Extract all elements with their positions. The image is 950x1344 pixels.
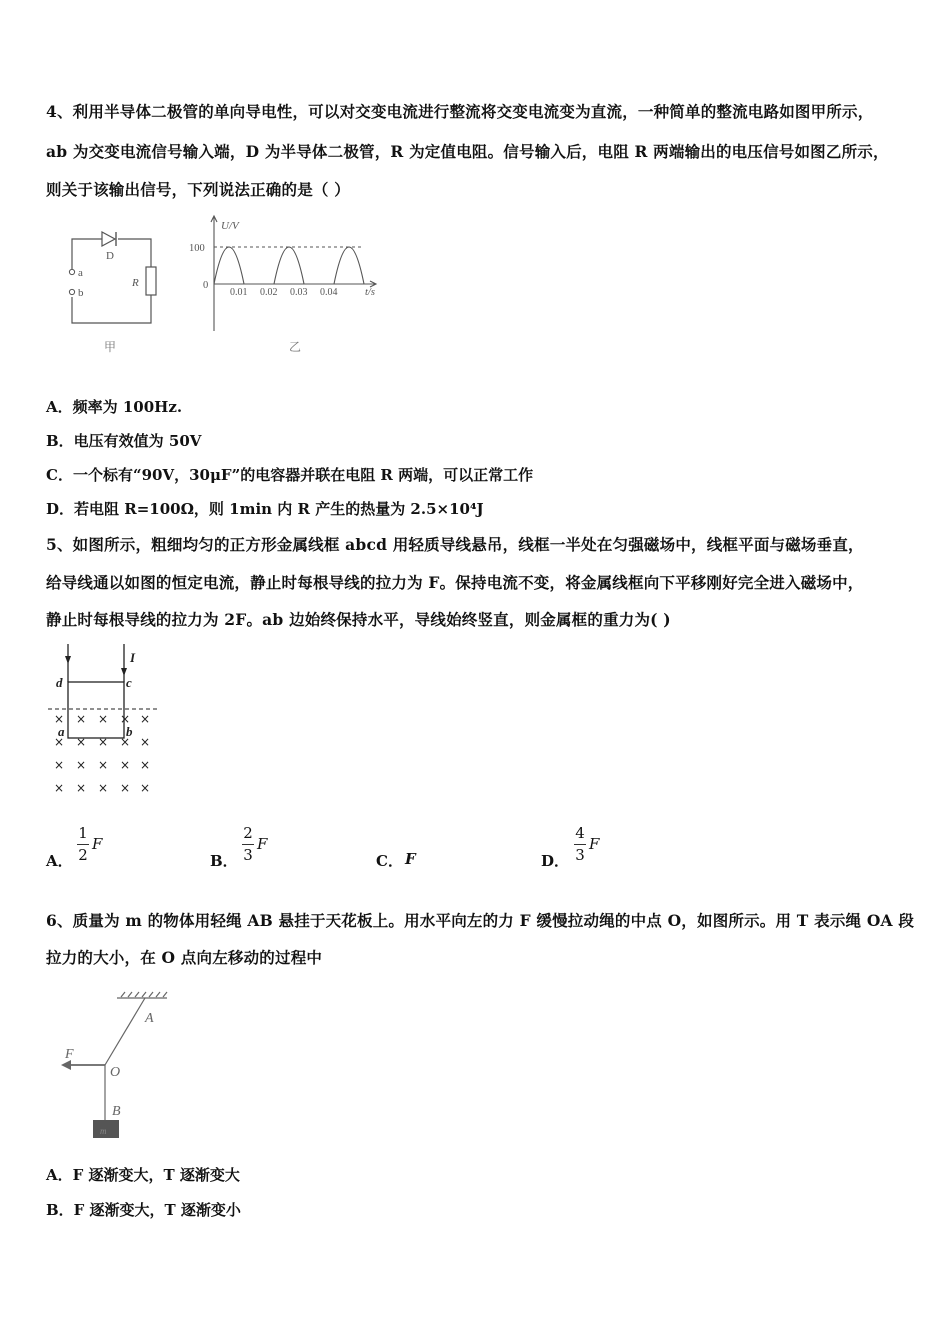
q5-option-c-value[interactable]: F — [405, 850, 416, 868]
label-b: B — [112, 1104, 121, 1119]
fraction-bar — [574, 844, 586, 845]
q4-stem-line-2: ab 为交变电流信号输入端，D 为半导体二极管，R 为定值电阻。信号输入后，电阻 R 两端输出的电压信号如图乙所示， — [46, 142, 889, 161]
half-wave-1 — [214, 247, 244, 284]
fraction-denominator: 3 — [243, 846, 253, 864]
x-tick-0.01: 0.01 — [230, 287, 248, 298]
q4-option-c[interactable]: C．一个标有“90V，30μF”的电容器并联在电阻 R 两端，可以正常工作 — [46, 466, 534, 484]
label-o: O — [110, 1065, 121, 1080]
field-cross: × — [140, 712, 151, 726]
field-cross: × — [120, 712, 131, 726]
q5-stem-line-2: 给导线通以如图的恒定电流，静止时每根导线的拉力为 F。保持电流不变，将金属线框向下平移刚好完全进入磁场中， — [46, 573, 864, 592]
q5-option-d-label[interactable]: D． — [541, 852, 570, 870]
field-cross: × — [120, 781, 131, 795]
terminal-b — [69, 289, 74, 294]
label-c: c — [126, 675, 132, 690]
field-cross: × — [76, 735, 87, 749]
q6-option-a[interactable]: A．F 逐渐变大，T 逐渐变大 — [46, 1166, 240, 1184]
x-tick-0.04: 0.04 — [320, 287, 338, 298]
circuit-wire-top-right — [118, 239, 151, 267]
label-b: b — [126, 724, 133, 739]
field-cross: × — [54, 712, 65, 726]
q5-option-c-label[interactable]: C． — [376, 852, 403, 870]
q4-voltage-graph — [185, 213, 385, 363]
field-cross: × — [140, 781, 151, 795]
x-tick-0.02: 0.02 — [260, 287, 278, 298]
circuit-wire-bottom — [72, 295, 151, 323]
field-cross: × — [98, 735, 109, 749]
fraction-force-symbol: F — [257, 835, 268, 853]
field-cross: × — [76, 758, 87, 772]
q4-stem-line-3: 则关于该输出信号，下列说法正确的是（ ） — [46, 180, 350, 199]
q5-stem-line-3: 静止时每根导线的拉力为 2F。ab 边始终保持水平，导线始终竖直，则金属框的重力为( ) — [46, 610, 671, 629]
fraction-numerator: 2 — [243, 824, 253, 842]
fraction-bar — [242, 844, 254, 845]
q4-option-b[interactable]: B．电压有效值为 50V — [46, 432, 202, 450]
y-tick-100: 100 — [189, 243, 205, 254]
y-axis-label: U/V — [221, 220, 239, 232]
x-tick-0.03: 0.03 — [290, 287, 308, 298]
origin-label: 0 — [203, 280, 209, 291]
ceiling-hatch — [121, 992, 167, 997]
fraction-bar — [77, 844, 89, 845]
field-cross: × — [54, 758, 65, 772]
terminal-a — [69, 269, 74, 274]
fraction-numerator: 4 — [575, 824, 585, 842]
diode-d — [102, 232, 116, 246]
field-cross: × — [76, 712, 87, 726]
half-wave-2 — [274, 247, 304, 284]
field-cross: × — [98, 758, 109, 772]
half-wave-3 — [334, 247, 364, 284]
label-resistor: R — [132, 277, 139, 289]
fraction-force-symbol: F — [589, 835, 600, 853]
x-axis-label: t/s — [365, 287, 375, 298]
rope-oa — [105, 998, 145, 1065]
caption-yi: 乙 — [289, 340, 302, 354]
q6-option-b[interactable]: B．F 逐渐变大，T 逐渐变小 — [46, 1201, 241, 1219]
field-cross: × — [54, 781, 65, 795]
q6-stem-line-2: 拉力的大小，在 O 点向左移动的过程中 — [46, 948, 323, 967]
label-a: a — [78, 267, 83, 279]
circuit-wire-top-left — [72, 239, 102, 269]
q6-stem-line-1: 6、质量为 m 的物体用轻绳 AB 悬挂于天花板上。用水平向左的力 F 缓慢拉动绳的中点 O，如图所示。用 T 表示绳 OA 段 — [46, 911, 915, 930]
label-b: b — [78, 287, 84, 299]
q4-circuit-figure — [60, 225, 170, 360]
q4-option-a[interactable]: A．频率为 100Hz. — [46, 398, 183, 416]
q5-option-b-label[interactable]: B． — [210, 852, 238, 870]
fraction-force-symbol: F — [92, 835, 103, 853]
q5-option-a-label[interactable]: A． — [46, 852, 73, 870]
field-cross: × — [140, 735, 151, 749]
q5-stem-line-1: 5、如图所示，粗细均匀的正方形金属线框 abcd 用轻质导线悬吊，线框一半处在匀强磁场中，线框平面与磁场垂直， — [46, 535, 864, 554]
label-a: A — [145, 1011, 154, 1026]
label-current: I — [130, 650, 136, 665]
label-f: F — [65, 1047, 74, 1062]
q6-rope-figure — [55, 988, 185, 1143]
label-diode: D — [106, 250, 114, 262]
label-m: m — [100, 1126, 107, 1136]
caption-jia: 甲 — [104, 340, 117, 354]
square-coil-abcd — [68, 682, 124, 738]
field-cross: × — [140, 758, 151, 772]
label-d: d — [56, 675, 63, 690]
field-cross: × — [120, 758, 131, 772]
resistor-r — [146, 267, 156, 295]
field-cross: × — [98, 781, 109, 795]
field-cross: × — [76, 781, 87, 795]
field-cross: × — [120, 735, 131, 749]
label-a: a — [58, 724, 65, 739]
current-arrow-left — [65, 656, 71, 664]
field-cross: × — [98, 712, 109, 726]
fraction-denominator: 3 — [575, 846, 585, 864]
q4-stem-line-1: 4、利用半导体二极管的单向导电性，可以对交变电流进行整流将交变电流变为直流，一种简单的整流电路如图甲所示， — [46, 102, 874, 121]
q4-option-d[interactable]: D．若电阻 R=100Ω，则 1min 内 R 产生的热量为 2.5×10⁴J — [46, 500, 484, 518]
field-cross: × — [54, 735, 65, 749]
q5-coil-figure — [46, 642, 166, 802]
fraction-numerator: 1 — [78, 824, 88, 842]
fraction-denominator: 2 — [78, 846, 88, 864]
